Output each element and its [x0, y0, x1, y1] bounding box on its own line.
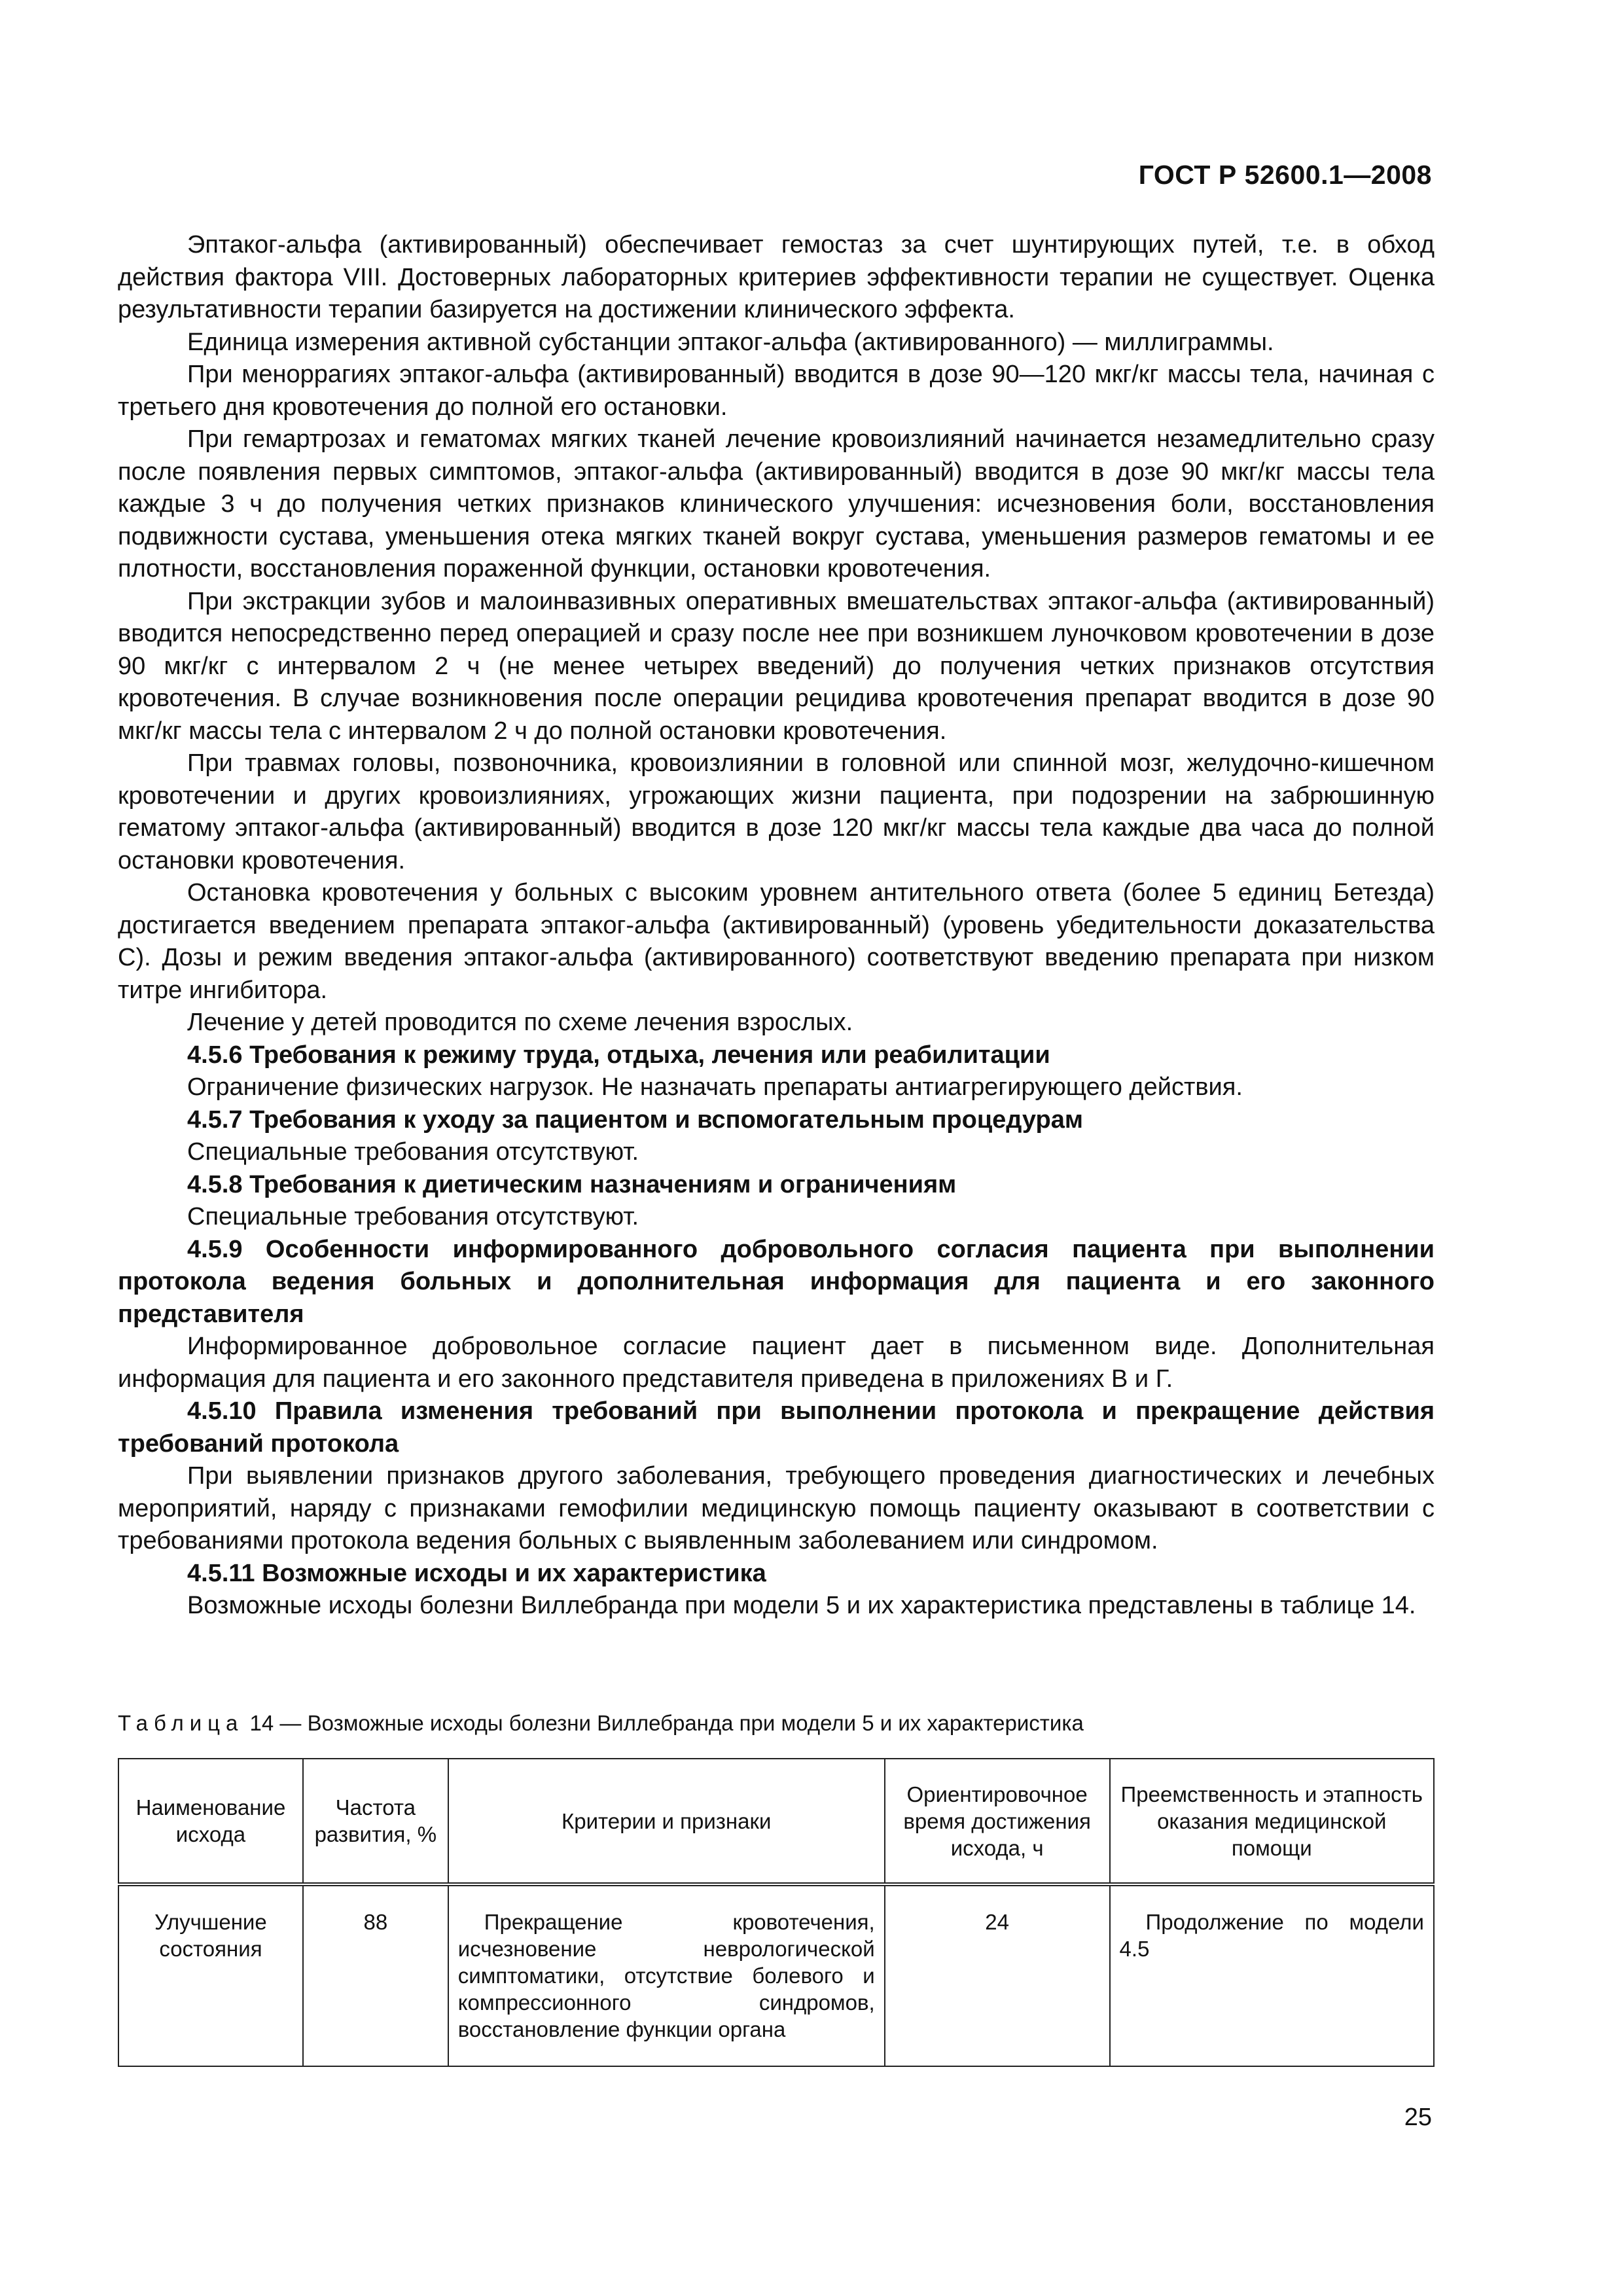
- paragraph: Остановка кровотечения у больных с высоким уровнем антительного ответа (более 5 единиц Бетезда) достигается введением препарата эптаког-альфа (активированный) (уровень убедительности доказательства С). Дозы и режим введения эптаког-альфа (активированного) соответствуют введению препарата при низком титре ингибитора.: [118, 879, 1435, 1004]
- column-header: Критерии и признаки: [448, 1759, 885, 1884]
- paragraph: При гемартрозах и гематомах мягких тканей лечение кровоизлияний начинается незамедлительно сразу после появления первых симптомов, эптаког-альфа (активированный) вводится в дозе 90 мкг/кг массы тела каждые 3 ч до получения четких признаков клинического улучшения: исчезновения боли, восстановления подвижности сустава, уменьшения отека мягких тканей вокруг сустава, уменьшения размеров гематомы и ее плотности, восстановления пораженной функции, остановки кровотечения.: [118, 425, 1435, 583]
- column-header: Частота развития, %: [303, 1759, 448, 1884]
- section-heading-4-5-7: 4.5.7 Требования к уходу за пациентом и вспомогательным процедурам: [187, 1105, 1083, 1134]
- column-header: Преемственность и этапность оказания медицинской помощи: [1110, 1759, 1434, 1884]
- paragraph: Эптаког-альфа (активированный) обеспечивает гемостаз за счет шунтирующих путей, т.е. в обход действия фактора VIII. Достоверных лабораторных критериев эффективности терапии не существует. Оценка результативности терапии базируется на достижении клинического эффекта.: [118, 231, 1435, 323]
- paragraph: Единица измерения активной субстанции эптаког-альфа (активированного) — миллиграммы.: [187, 328, 1274, 356]
- table-caption-label: Таблица: [118, 1711, 244, 1735]
- column-header: Ориентировочное время достижения исхода, ч: [885, 1759, 1110, 1884]
- paragraph: При травмах головы, позвоночника, кровоизлиянии в головной или спинной мозг, желудочно-кишечном кровотечении и других кровоизлияниях, угрожающих жизни пациента, при подозрении на забрюшинную гематому эптаког-альфа (активированный) вводится в дозе 120 мкг/кг массы тела каждые два часа до полной остановки кровотечения.: [118, 749, 1435, 874]
- paragraph: Специальные требования отсутствуют.: [187, 1138, 639, 1166]
- time-cell: 24: [885, 1884, 1110, 2066]
- section-heading-4-5-6: 4.5.6 Требования к режиму труда, отдыха, лечения или реабилитации: [187, 1041, 1050, 1069]
- section-heading-4-5-9: 4.5.9 Особенности информированного добровольного согласия пациента при выполнении протокола ведения больных и дополнительная информация для пациента и его законного представителя: [118, 1235, 1435, 1328]
- document-body: [118, 229, 1435, 1623]
- paragraph: При выявлении признаков другого заболевания, требующего проведения диагностических и лечебных мероприятий, наряду с признаками гемофилии медицинскую помощь пациенту оказывают в соответствии с требованиями протокола ведения больных с выявленным заболеванием или синдромом.: [118, 1462, 1435, 1554]
- column-header: Наименование исхода: [118, 1759, 303, 1884]
- paragraph: При меноррагиях эптаког-альфа (активированный) вводится в дозе 90—120 мкг/кг массы тела, начиная с третьего дня кровотечения до полной его остановки.: [118, 361, 1435, 421]
- outcomes-table: [118, 1758, 1435, 2067]
- paragraph: Информированное добровольное согласие пациент дает в письменном виде. Дополнительная информация для пациента и его законного представителя приведена в приложениях В и Г.: [118, 1333, 1435, 1393]
- document-code-header: ГОСТ Р 52600.1—2008: [1138, 160, 1432, 190]
- section-heading-4-5-8: 4.5.8 Требования к диетическим назначениям и ограничениям: [187, 1170, 957, 1198]
- section-heading-4-5-11: 4.5.11 Возможные исходы и их характеристика: [187, 1559, 766, 1587]
- section-heading-4-5-10: 4.5.10 Правила изменения требований при выполнении протокола и прекращение действия требований протокола: [118, 1397, 1435, 1458]
- table-row: [118, 1884, 1434, 2066]
- continuity-cell: Продолжение по модели 4.5: [1110, 1884, 1434, 2066]
- paragraph: Ограничение физических нагрузок. Не назначать препараты антиагрегирующего действия.: [187, 1073, 1243, 1101]
- frequency-cell: 88: [303, 1884, 448, 2066]
- paragraph: Возможные исходы болезни Виллебранда при модели 5 и их характеристика представлены в таблице 14.: [187, 1592, 1416, 1619]
- table-caption: [118, 1710, 1435, 1737]
- paragraph: При экстракции зубов и малоинвазивных оперативных вмешательствах эптаког-альфа (активированный) вводится непосредственно перед операцией и сразу после нее при возникшем луночковом кровотечении в дозе 90 мкг/кг с интервалом 2 ч (не менее четырех введений) до получения четких признаков отсутствия кровотечения. В случае возникновения после операции рецидива кровотечения препарат вводится в дозе 90 мкг/кг массы тела с интервалом 2 ч до полной остановки кровотечения.: [118, 587, 1435, 745]
- paragraph: Лечение у детей проводится по схеме лечения взрослых.: [187, 1009, 853, 1036]
- table-caption-text: 14 — Возможные исходы болезни Виллебранда при модели 5 и их характеристика: [243, 1711, 1084, 1735]
- paragraph: Специальные требования отсутствуют.: [187, 1203, 639, 1230]
- page-number: 25: [1404, 2104, 1432, 2131]
- outcome-name-cell: Улучшение состояния: [118, 1884, 303, 2066]
- table-header-row: [118, 1759, 1434, 1884]
- criteria-cell: Прекращение кровотечения, исчезновение неврологической симптоматики, отсутствие болевого и компрессионного синдромов, восстановление функции органа: [448, 1884, 885, 2066]
